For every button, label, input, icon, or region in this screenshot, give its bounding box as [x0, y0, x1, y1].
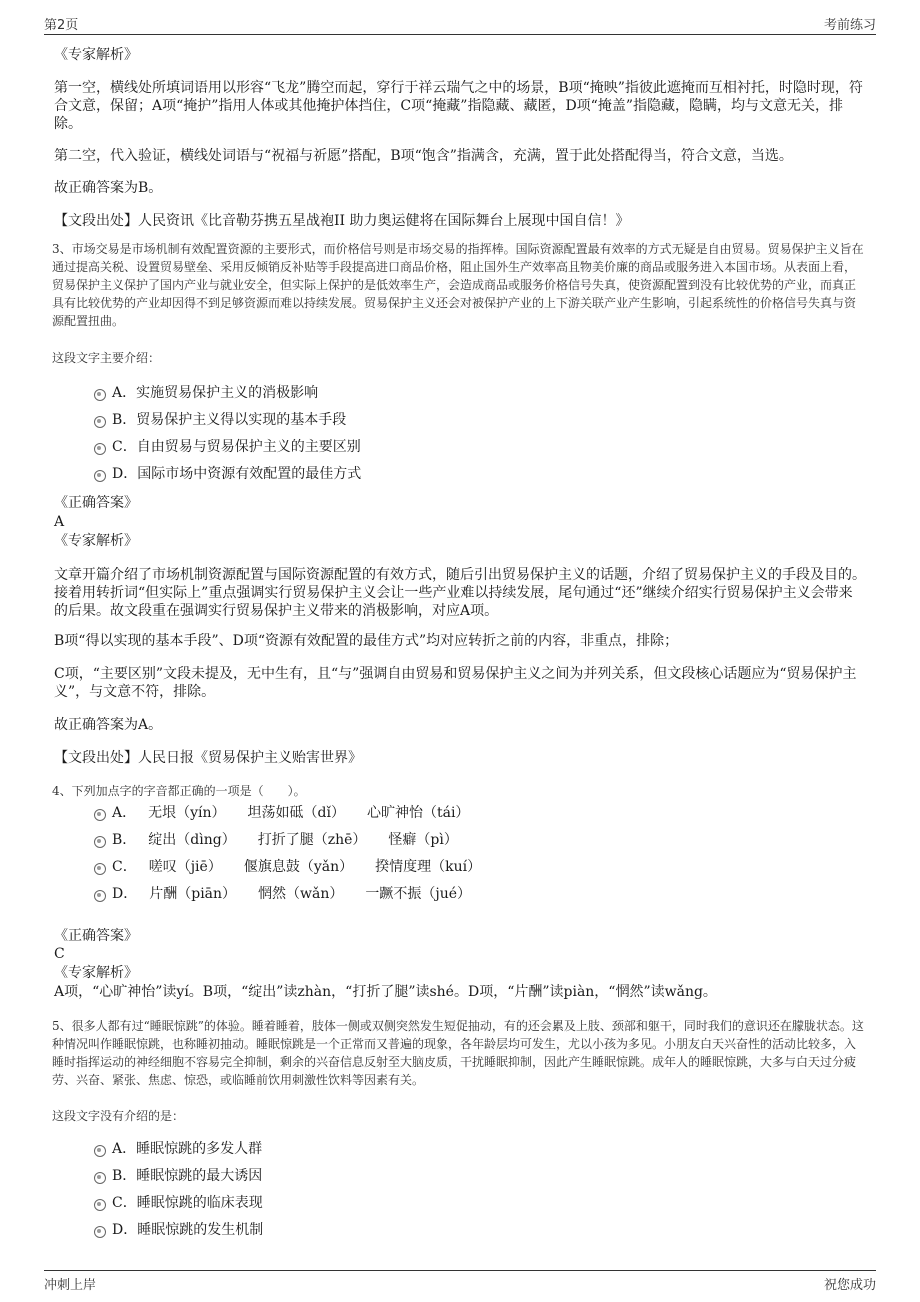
q3-prompt: 这段文字主要介绍：: [52, 351, 161, 365]
radio-icon[interactable]: [94, 863, 106, 875]
radio-icon[interactable]: [94, 470, 106, 482]
q2-analysis-label: 《专家解析》: [54, 47, 138, 63]
radio-icon[interactable]: [94, 1226, 106, 1238]
q4-options: [54, 804, 866, 912]
radio-icon[interactable]: [94, 836, 106, 848]
q5-options: [54, 1140, 866, 1248]
page-number: 第2页: [44, 18, 79, 33]
q3-analysis-para2: B项“得以实现的基本手段”、D项“资源有效配置的最佳方式”均对应转折之前的内容，非重点，排除；: [54, 633, 679, 649]
q3-option-c[interactable]: C．自由贸易与贸易保护主义的主要区别: [54, 438, 866, 465]
q4-option-b[interactable]: B． 绽出（dìng） 打折了腿（zhē） 怪癖（pì）: [54, 831, 866, 858]
radio-icon[interactable]: [94, 443, 106, 455]
q3-answer-label: 《正确答案》: [54, 495, 138, 511]
q4-answer: C: [54, 946, 65, 962]
q3-source: 【文段出处】人民日报《贸易保护主义贻害世界》: [54, 750, 362, 766]
q4-stem: 4、下列加点字的字音都正确的一项是（ ）。: [52, 784, 306, 798]
q3-conclusion: 故正确答案为A。: [54, 717, 163, 733]
q3-options: [54, 384, 866, 492]
footer-right: 祝您成功: [823, 1278, 876, 1293]
radio-icon[interactable]: [94, 1145, 106, 1157]
q2-analysis-para2: 第二空，代入验证，横线处词语与“祝福与祈愿”搭配，B项“饱含”指满含，充满，置于此处搭配得当，符合文意，当选。: [54, 148, 793, 164]
q3-stem: 3、市场交易是市场机制有效配置资源的主要形式，而价格信号则是市场交易的指挥棒。国际资源配置最有效率的方式无疑是自由贸易。贸易保护主义旨在通过提高关税、设置贸易壁垒、采用反倾销反补贴等手段提高进口商品价格，阻止国外生产效率高且物美价廉的商品或服务进入本国市场。从表面上看，贸易保护主义保护了国内产业与就业安全，但实际上保护的是低效率生产，会造成商品或服务价格信号失真，使资源配置到没有比较优势的产业，而真正具有比较优势的产业却因得不到足够资源而难以持续发展。贸易保护主义还会对被保护产业的上下游关联产业产生影响，引起系统性的价格信号失真与资源配置扭曲。: [52, 242, 864, 328]
radio-icon[interactable]: [94, 809, 106, 821]
footer-left: 冲刺上岸: [44, 1278, 97, 1293]
q3-analysis-para3: C项，“主要区别”文段未提及，无中生有，且“与”强调自由贸易和贸易保护主义之间为并列关系，但文段核心话题应为“贸易保护主义”，与文意不符，排除。: [54, 666, 857, 700]
q3-option-b[interactable]: B．贸易保护主义得以实现的基本手段: [54, 411, 866, 438]
q3-analysis-para1: 文章开篇介绍了市场机制资源配置与国际资源配置的有效方式，随后引出贸易保护主义的话题，介绍了贸易保护主义的手段及目的。接着用转折词“但实际上”重点强调实行贸易保护主义会让一些产业难以持续发展，尾句通过“还”继续介绍实行贸易保护主义会带来的后果。故文段重在强调实行贸易保护主义带来的消极影响，对应A项。: [54, 567, 866, 619]
radio-icon[interactable]: [94, 416, 106, 428]
q4-analysis: A项，“心旷神怡”读yí。B项，“绽出”读zhàn，“打折了腿”读shé。D项，“片酬”读piàn，“惘然”读wǎng。: [54, 984, 717, 1000]
radio-icon[interactable]: [94, 890, 106, 902]
q3-answer: A: [54, 514, 65, 530]
radio-icon[interactable]: [94, 389, 106, 401]
q5-stem: 5、很多人都有过“睡眠惊跳”的体验。睡着睡着，肢体一侧或双侧突然发生短促抽动，有的还会累及上肢、颈部和躯干，同时我们的意识还在朦胧状态。这种情况叫作睡眠惊跳，也称睡初抽动。睡眠惊跳是一个正常而又普遍的现象，各年龄层均可发生，尤以小孩为多见。小朋友白天兴奋性的活动比较多，入睡时指挥运动的神经细胞不容易完全抑制，剩余的兴奋信息反射至大脑皮质，干扰睡眠抑制，因此产生睡眠惊跳。成年人的睡眠惊跳，大多与白天过分疲劳、兴奋、紧张、焦虑、惊恐，或临睡前饮用刺激性饮料等因素有关。: [52, 1019, 864, 1087]
q3-analysis-label: 《专家解析》: [54, 533, 138, 549]
q2-conclusion: 故正确答案为B。: [54, 180, 163, 196]
header-title: 考前练习: [823, 18, 876, 33]
q5-option-a[interactable]: A．睡眠惊跳的多发人群: [54, 1140, 866, 1167]
q2-analysis-para1: 第一空，横线处所填词语用以形容“飞龙”腾空而起，穿行于祥云瑞气之中的场景，B项“掩映”指彼此遮掩而互相衬托，时隐时现，符合文意，保留；A项“掩护”指用人体或其他掩护体挡住，C项“掩藏”指隐藏、藏匿，D项“掩盖”指隐藏，隐瞒，均与文意无关，排除。: [54, 80, 863, 132]
q4-option-d[interactable]: D． 片酬（piān） 惘然（wǎn） 一蹶不振（jué）: [54, 885, 866, 912]
q4-option-a[interactable]: A． 无垠（yín） 坦荡如砥（dǐ） 心旷神怡（tái）: [54, 804, 866, 831]
q5-prompt: 这段文字没有介绍的是：: [52, 1109, 185, 1123]
q3-option-d[interactable]: D．国际市场中资源有效配置的最佳方式: [54, 465, 866, 492]
q4-option-c[interactable]: C． 嗟叹（jiē） 偃旗息鼓（yǎn） 揆情度理（kuí）: [54, 858, 866, 885]
q5-option-c[interactable]: C．睡眠惊跳的临床表现: [54, 1194, 866, 1221]
radio-icon[interactable]: [94, 1172, 106, 1184]
q3-option-a[interactable]: A．实施贸易保护主义的消极影响: [54, 384, 866, 411]
radio-icon[interactable]: [94, 1199, 106, 1211]
page-header: [44, 14, 876, 35]
page-footer: [44, 1270, 876, 1295]
q5-option-b[interactable]: B．睡眠惊跳的最大诱因: [54, 1167, 866, 1194]
q5-option-d[interactable]: D．睡眠惊跳的发生机制: [54, 1221, 866, 1248]
q2-source: 【文段出处】人民资讯《比音勒芬携五星战袍II 助力奥运健将在国际舞台上展现中国自信！》: [54, 213, 630, 229]
q4-answer-label: 《正确答案》: [54, 928, 138, 944]
q4-analysis-label: 《专家解析》: [54, 965, 138, 981]
